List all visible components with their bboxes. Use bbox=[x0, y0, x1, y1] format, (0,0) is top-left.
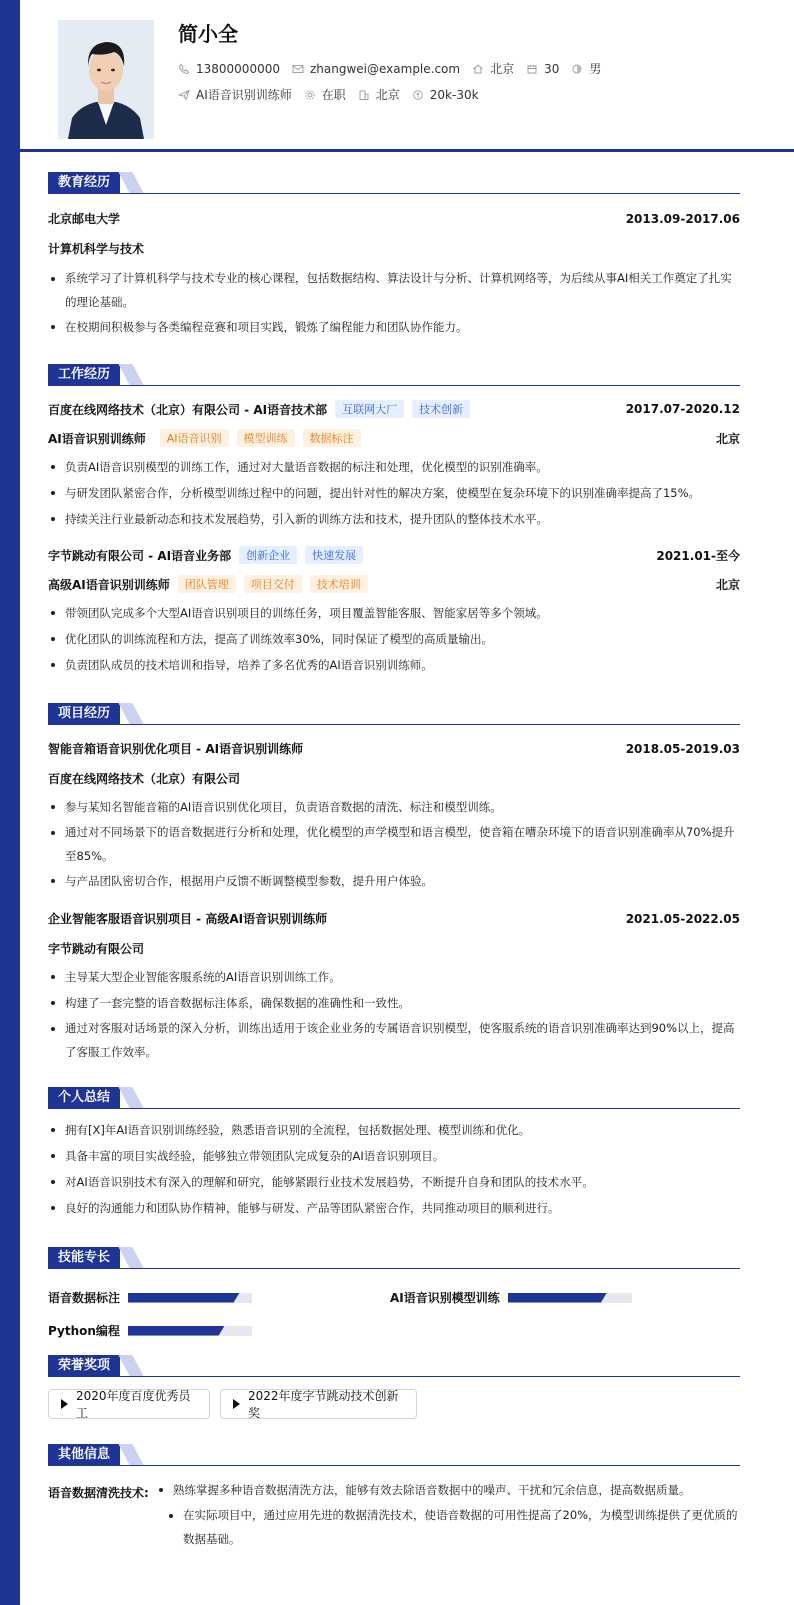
project-period: 2018.05-2019.03 bbox=[625, 741, 740, 756]
role-tag: 团队管理 bbox=[178, 575, 236, 593]
education-heading bbox=[48, 172, 740, 194]
company-name: 字节跳动有限公司 - AI语音业务部 bbox=[48, 548, 232, 563]
target-city-item bbox=[358, 86, 400, 103]
job-period: 2021.01-至今 bbox=[656, 548, 740, 563]
other-heading bbox=[48, 1444, 740, 1466]
list-item: 熟练掌握多种语音数据清洗方法，能够有效去除语音数据中的噪声、干扰和冗余信息，提高数据质量。 bbox=[156, 1477, 740, 1503]
job-bullets bbox=[48, 600, 740, 678]
phone-item bbox=[178, 62, 280, 76]
list-item: 带领团队完成多个大型AI语音识别项目的训练任务，项目覆盖智能客服、智能家居等多个领域。 bbox=[48, 600, 740, 626]
company-tag: 互联网大厂 bbox=[335, 400, 404, 418]
other-label: 语音数据清洗技术: bbox=[48, 1486, 149, 1500]
job-header bbox=[48, 400, 740, 418]
role-tag: 项目交付 bbox=[244, 575, 302, 593]
calendar-icon bbox=[526, 63, 538, 75]
job-period: 2017.07-2020.12 bbox=[625, 402, 740, 416]
project-header bbox=[48, 740, 740, 757]
education-section bbox=[48, 172, 740, 334]
phone-icon bbox=[178, 63, 190, 75]
role-item bbox=[178, 86, 292, 103]
job-role-row bbox=[48, 429, 740, 447]
gear-icon bbox=[304, 89, 316, 101]
phone-value: 13800000000 bbox=[196, 61, 280, 76]
role-tag: 模型训练 bbox=[237, 429, 295, 447]
award-chip bbox=[220, 1389, 417, 1419]
city-item bbox=[472, 60, 514, 77]
project-name: 企业智能客服语音识别项目 - 高级AI语音识别训练师 bbox=[48, 912, 328, 926]
avatar bbox=[58, 20, 154, 139]
email-value: zhangwei@example.com bbox=[309, 61, 461, 76]
role-tag: 技术培训 bbox=[310, 575, 368, 593]
work-heading bbox=[48, 364, 740, 386]
job-role: AI语音识别训练师 bbox=[48, 431, 146, 446]
company-tag: 创新企业 bbox=[239, 546, 297, 564]
role-tag: AI语音识别 bbox=[160, 429, 229, 447]
award-label: 2022年度字节跳动技术创新奖 bbox=[248, 1389, 399, 1420]
job-header bbox=[48, 546, 740, 564]
status-item bbox=[304, 86, 346, 103]
skill-name: AI语音识别模型训练 bbox=[390, 1291, 500, 1305]
send-icon bbox=[178, 89, 190, 101]
role-tag: 数据标注 bbox=[303, 429, 361, 447]
target-role-value: AI语音识别训练师 bbox=[196, 88, 292, 102]
major-name: 计算机科学与技术 bbox=[48, 242, 145, 256]
list-item: 持续关注行业最新动态和技术发展趋势，引入新的训练方法和技术，提升团队的整体技术水平。 bbox=[48, 506, 740, 532]
education-bullets bbox=[48, 266, 740, 340]
skills-section bbox=[48, 1247, 740, 1338]
school-name: 北京邮电大学 bbox=[48, 212, 121, 226]
other-bullets bbox=[156, 1477, 740, 1551]
building-icon bbox=[358, 89, 370, 101]
list-item: 对AI语音识别技术有深入的理解和研究，能够紧跟行业技术发展趋势，不断提升自身和团队的技术水平。 bbox=[48, 1169, 740, 1195]
list-item: 负责团队成员的技术培训和指导，培养了多名优秀的AI语音识别训练师。 bbox=[48, 652, 740, 678]
section-title: 其他信息 bbox=[48, 1444, 120, 1465]
skill-item bbox=[48, 1322, 252, 1339]
skill-item bbox=[48, 1289, 252, 1306]
section-title: 荣誉奖项 bbox=[48, 1355, 120, 1376]
award-label: 2020年度百度优秀员工 bbox=[76, 1389, 191, 1420]
age-item bbox=[526, 62, 559, 76]
contact-row bbox=[178, 60, 613, 77]
list-item: 在实际项目中，通过应用先进的数据清洗技术，使语音数据的可用性提高了20%，为模型训练提供了更优质的数据基础。 bbox=[166, 1503, 740, 1551]
section-title: 技能专长 bbox=[48, 1247, 120, 1268]
job-bullets bbox=[48, 454, 740, 532]
section-title: 工作经历 bbox=[48, 364, 120, 385]
list-item: 系统学习了计算机科学与技术专业的核心课程，包括数据结构、算法设计与分析、计算机网络等，为后续从事AI相关工作奠定了扎实的理论基础。 bbox=[48, 266, 740, 314]
section-title: 项目经历 bbox=[48, 703, 120, 724]
list-item: 良好的沟通能力和团队协作精神，能够与研发、产品等团队紧密合作，共同推动项目的顺利进行。 bbox=[48, 1195, 740, 1221]
skill-item bbox=[390, 1289, 632, 1306]
company-name: 百度在线网络技术（北京）有限公司 - AI语音技术部 bbox=[48, 402, 328, 417]
awards-heading bbox=[48, 1355, 740, 1377]
other-section bbox=[48, 1444, 740, 1546]
salary-value: 20k-30k bbox=[429, 87, 479, 102]
list-item: 与产品团队密切合作，根据用户反馈不断调整模型参数，提升用户体验。 bbox=[48, 868, 740, 894]
skill-name: 语音数据标注 bbox=[48, 1291, 121, 1305]
work-section bbox=[48, 364, 740, 672]
skill-bar bbox=[508, 1293, 632, 1303]
status-value: 在职 bbox=[321, 88, 346, 102]
job-role-row bbox=[48, 575, 740, 593]
email-item bbox=[292, 62, 460, 76]
age-value: 30 bbox=[544, 61, 560, 76]
project-period: 2021.05-2022.05 bbox=[625, 911, 740, 926]
awards-section bbox=[48, 1355, 740, 1420]
list-item: 优化团队的训练流程和方法，提高了训练效率30%，同时保证了模型的高质量输出。 bbox=[48, 626, 740, 652]
skills-heading bbox=[48, 1247, 740, 1269]
company-tag: 快速发展 bbox=[305, 546, 363, 564]
gender-icon bbox=[571, 63, 583, 75]
project-org: 百度在线网络技术（北京）有限公司 bbox=[48, 772, 241, 786]
list-item: 通过对客服对话场景的深入分析，训练出适用于该企业业务的专属语音识别模型，使客服系统的语音识别准确率达到90%以上，提高了客服工作效率。 bbox=[48, 1016, 740, 1064]
list-item: 参与某知名智能音箱的AI语音识别优化项目，负责语音数据的清洗、标注和模型训练。 bbox=[48, 794, 740, 820]
list-item: 构建了一套完整的语音数据标注体系，确保数据的准确性和一致性。 bbox=[48, 990, 740, 1016]
project-header bbox=[48, 910, 740, 927]
education-period: 2013.09-2017.06 bbox=[625, 211, 740, 226]
list-item: 在校期间积极参与各类编程竞赛和项目实践，锻炼了编程能力和团队协作能力。 bbox=[48, 314, 740, 340]
job-city: 北京 bbox=[715, 577, 740, 592]
list-item: 通过对不同场景下的语音数据进行分析和处理，优化模型的声学模型和语言模型，使音箱在嘈杂环境下的语音识别准确率从70%提升至85%。 bbox=[48, 820, 740, 868]
project-bullets bbox=[48, 964, 740, 1064]
projects-heading bbox=[48, 703, 740, 725]
candidate-name: 简小全 bbox=[178, 22, 238, 46]
project-org: 字节跳动有限公司 bbox=[48, 942, 145, 956]
home-icon bbox=[472, 63, 484, 75]
mail-icon bbox=[292, 63, 304, 75]
summary-heading bbox=[48, 1087, 740, 1109]
job-role: 高级AI语音识别训练师 bbox=[48, 577, 170, 592]
skill-bar bbox=[128, 1293, 252, 1303]
summary-section bbox=[48, 1087, 740, 1215]
award-chip bbox=[48, 1389, 210, 1419]
project-name: 智能音箱语音识别优化项目 - AI语音识别训练师 bbox=[48, 742, 304, 756]
salary-item bbox=[412, 88, 479, 102]
list-item: 主导某大型企业智能客服系统的AI语音识别训练工作。 bbox=[48, 964, 740, 990]
gender-item bbox=[571, 60, 601, 77]
summary-bullets bbox=[48, 1117, 740, 1221]
list-item: 与研发团队紧密合作，分析模型训练过程中的问题，提出针对性的解决方案，使模型在复杂环境下的识别准确率提高了15%。 bbox=[48, 480, 740, 506]
list-item: 拥有[X]年AI语音识别训练经验，熟悉语音识别的全流程，包括数据处理、模型训练和优化。 bbox=[48, 1117, 740, 1143]
section-title: 个人总结 bbox=[48, 1087, 120, 1108]
job-city: 北京 bbox=[715, 431, 740, 446]
gender-value: 男 bbox=[589, 62, 602, 76]
play-icon bbox=[61, 1399, 68, 1409]
resume-body bbox=[20, 160, 775, 1605]
intent-row bbox=[178, 86, 491, 103]
skill-name: Python编程 bbox=[48, 1324, 120, 1338]
target-city-value: 北京 bbox=[375, 88, 400, 102]
city-value: 北京 bbox=[490, 62, 515, 76]
list-item: 具备丰富的项目实战经验，能够独立带领团队完成复杂的AI语音识别项目。 bbox=[48, 1143, 740, 1169]
company-tag: 技术创新 bbox=[412, 400, 470, 418]
projects-section bbox=[48, 703, 740, 1059]
list-item: 负责AI语音识别模型的训练工作，通过对大量语音数据的标注和处理，优化模型的识别准确率。 bbox=[48, 454, 740, 480]
money-icon bbox=[412, 89, 424, 101]
profile-header bbox=[20, 0, 794, 149]
project-bullets bbox=[48, 794, 740, 894]
play-icon bbox=[233, 1399, 240, 1409]
skill-bar bbox=[128, 1326, 252, 1336]
section-title: 教育经历 bbox=[48, 172, 120, 193]
